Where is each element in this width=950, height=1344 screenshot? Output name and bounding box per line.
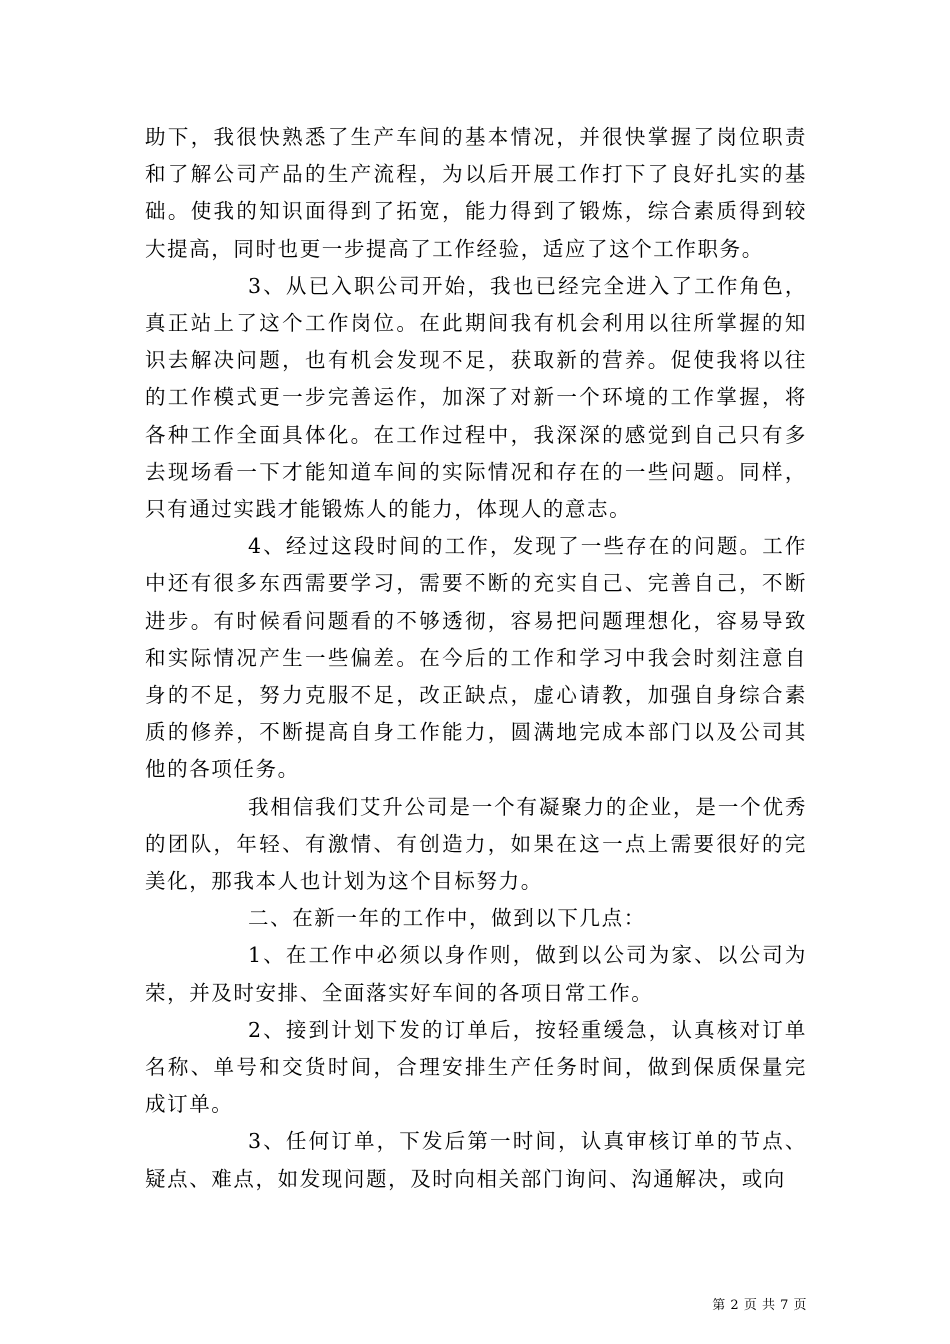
paragraph-item-3: 3、从已入职公司开始，我也已经完全进入了工作角色，真正站上了这个工作岗位。在此期间我有机会利用以往所掌握的知识去解决问题，也有机会发现不足，获取新的营养。促使我将以往的工作模式更一步完善运作，加深了对新一个环境的工作掌握，将各种工作全面具体化。在工作过程中，我深深的感觉到自己只有多去现场看一下才能知道车间的实际情况和存在的一些问题。同样，只有通过实践才能锻炼人的能力，体现人的意志。 <box>145 273 807 522</box>
paragraph-continuation: 助下，我很快熟悉了生产车间的基本情况，并很快掌握了岗位职责和了解公司产品的生产流程，为以后开展工作打下了良好扎实的基础。使我的知识面得到了拓宽，能力得到了锻炼，综合素质得到较大提高，同时也更一步提高了工作经验，适应了这个工作职务。 <box>145 125 807 261</box>
section-heading-new-year: 二、在新一年的工作中，做到以下几点： <box>248 906 646 931</box>
paragraph-plan-item-2: 2、接到计划下发的订单后，按轻重缓急，认真核对订单名称、单号和交货时间，合理安排生产任务时间，做到保质保量完成订单。 <box>145 1017 807 1117</box>
page-number-footer: 第 2 页 共 7 页 <box>712 1298 807 1313</box>
paragraph-plan-item-3: 3、任何订单，下发后第一时间，认真审核订单的节点、疑点、难点，如发现问题，及时向相关部门询问、沟通解决，或向 <box>145 1129 807 1191</box>
paragraph-plan-item-1: 1、在工作中必须以身作则，做到以公司为家、以公司为荣，并及时安排、全面落实好车间的各项日常工作。 <box>145 943 807 1005</box>
paragraph-item-4: 4、经过这段时间的工作，发现了一些存在的问题。工作中还有很多东西需要学习，需要不断的充实自己、完善自己，不断进步。有时候看问题看的不够透彻，容易把问题理想化，容易导致和实际情况产生一些偏差。在今后的工作和学习中我会时刻注意自身的不足，努力克服不足，改正缺点，虚心请教，加强自身综合素质的修养，不断提高自身工作能力，圆满地完成本部门以及公司其他的各项任务。 <box>145 534 807 782</box>
document-body <box>145 119 807 1198</box>
paragraph-company-belief: 我相信我们艾升公司是一个有凝聚力的企业，是一个优秀的团队，年轻、有激情、有创造力，如果在这一点上需要很好的完美化，那我本人也计划为这个目标努力。 <box>145 794 807 894</box>
